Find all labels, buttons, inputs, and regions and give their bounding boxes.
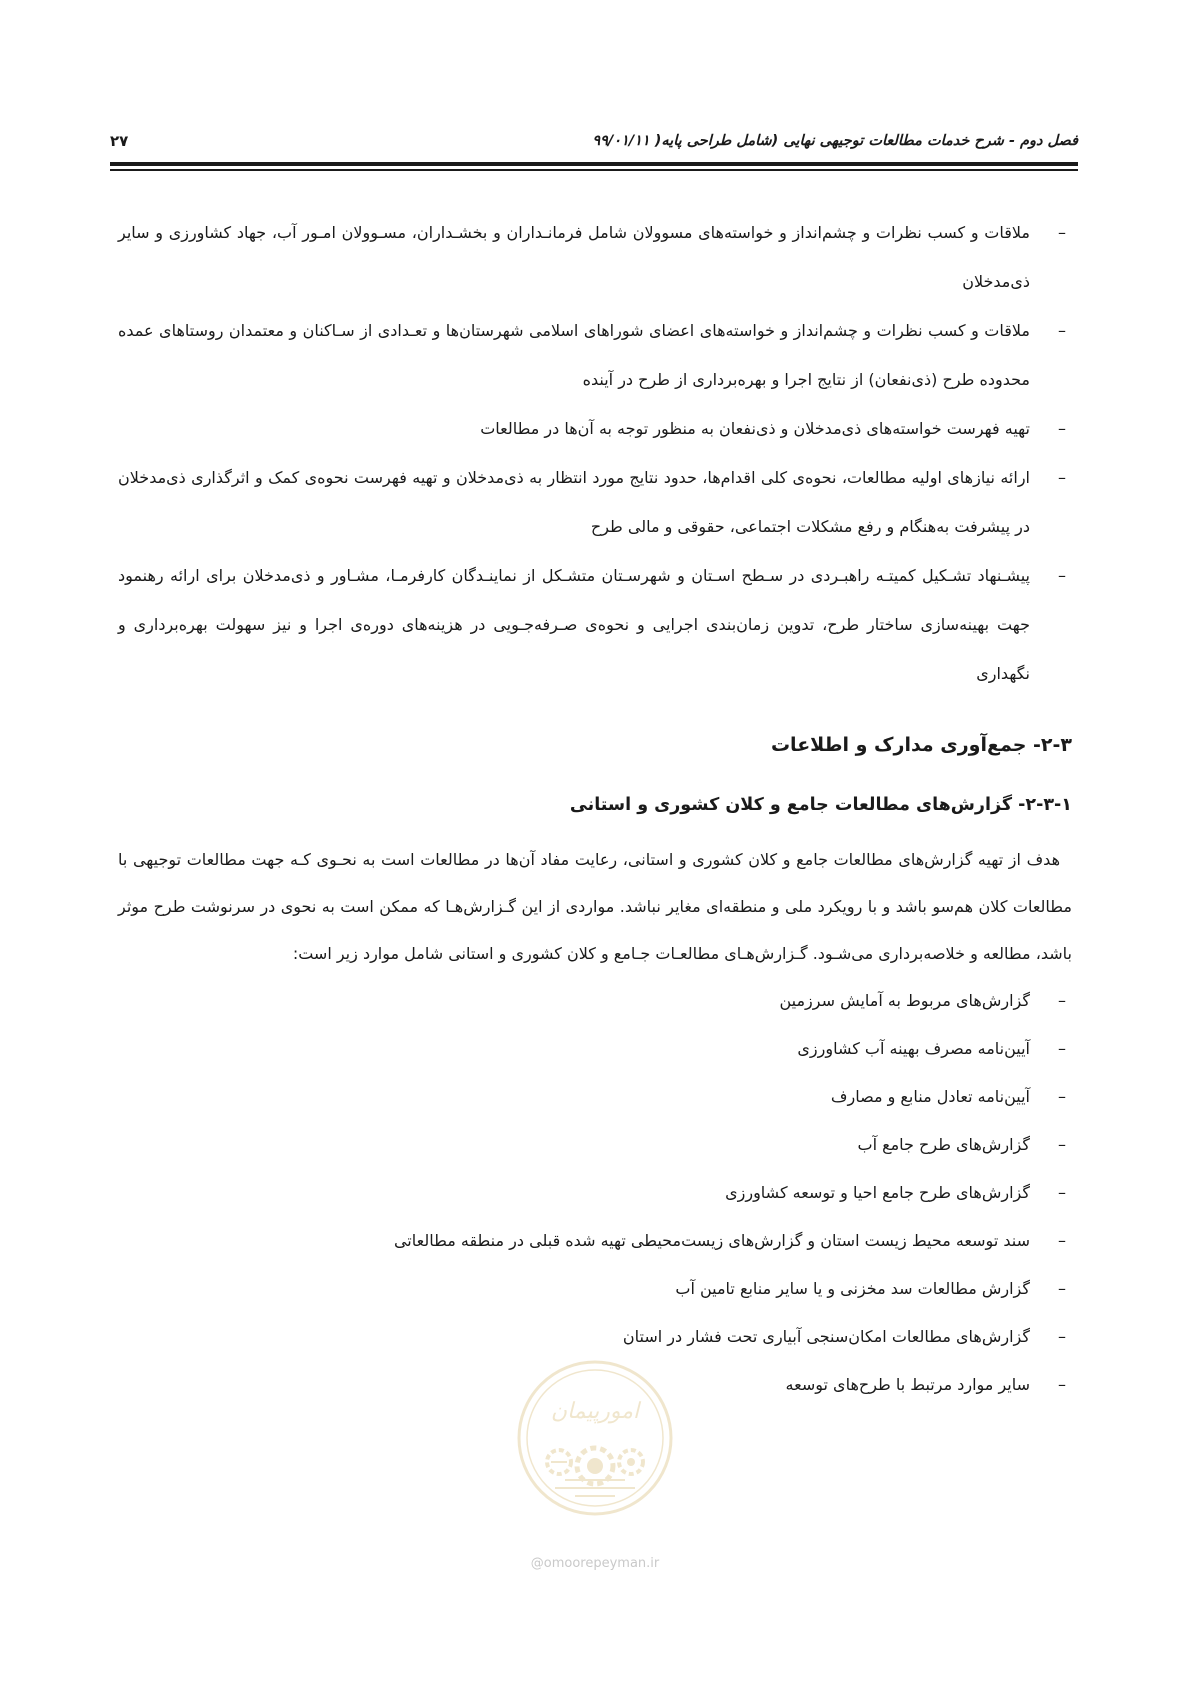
list-item-text: تهیه فهرست خواسته‌های ذی‌مدخلان و ذی‌نفعان به منظور توجه به آن‌ها در مطالعات bbox=[480, 419, 1030, 438]
watermark-outer-ring bbox=[519, 1362, 671, 1514]
list-item bbox=[118, 1313, 1072, 1361]
list-item-text: گزارش مطالعات سد مخزنی و یا سایر منابع تامین آب bbox=[675, 1279, 1030, 1298]
list-item-text: گزارش‌های طرح جامع آب bbox=[857, 1135, 1030, 1154]
bullet-dash: – bbox=[1058, 1375, 1066, 1394]
running-header bbox=[110, 128, 1078, 154]
page-number: ۲۷ bbox=[110, 132, 129, 150]
page-body bbox=[118, 208, 1072, 1409]
watermark-logo-text: امورپیمان bbox=[550, 1399, 640, 1424]
bullet-dash: – bbox=[1058, 1231, 1066, 1250]
bullet-dash: – bbox=[1058, 1327, 1066, 1346]
watermark-logo bbox=[515, 1358, 675, 1518]
bullet-dash: – bbox=[1058, 468, 1066, 487]
list-item bbox=[118, 453, 1072, 551]
list-item bbox=[118, 1073, 1072, 1121]
bullet-dash: – bbox=[1058, 566, 1066, 585]
watermark-inner-ring bbox=[527, 1370, 663, 1506]
list-item bbox=[118, 1025, 1072, 1073]
list-item bbox=[118, 306, 1072, 404]
watermark-grid bbox=[555, 1480, 635, 1496]
bullet-dash: – bbox=[1058, 223, 1066, 242]
body-paragraph: هدف از تهیه گزارش‌های مطالعات جامع و کلان کشوری و استانی، رعایت مفاد آن‌ها در مطالعات است به نحـوی کـه جهت مطالعات توجیهی با مطالعات کلان هم‌سو باشد و با رویکرد ملی و منطقه‌ای مغایر نباشد. مواردی از این گـزارش‌هـا که ممکن است به نحوی در سرنوشت طرح موثر باشد، مطالعه و خلاصه‌برداری می‌شـود. گـزارش‌هـای مطالعـات جـامع و کلان کشوری و استانی شامل موارد زیر است: bbox=[118, 850, 1072, 963]
bullet-dash: – bbox=[1058, 419, 1066, 438]
list-item bbox=[118, 208, 1072, 306]
list-item-text: آیین‌نامه مصرف بهینه آب کشاورزی bbox=[797, 1039, 1030, 1058]
section-heading: ۲-۳- جمع‌آوری مدارک و اطلاعات bbox=[770, 734, 1072, 756]
header-rule-thin bbox=[110, 169, 1078, 171]
bullet-dash: – bbox=[1058, 321, 1066, 340]
scales-icon bbox=[547, 1450, 571, 1474]
list-item bbox=[118, 551, 1072, 698]
list-item bbox=[118, 1217, 1072, 1265]
subsection-heading: ۲-۳-۱- گزارش‌های مطالعات جامع و کلان کشوری و استانی bbox=[569, 795, 1072, 815]
list-item bbox=[118, 977, 1072, 1025]
stakeholder-task-list bbox=[118, 208, 1072, 698]
report-list bbox=[118, 977, 1072, 1409]
bullet-dash: – bbox=[1058, 991, 1066, 1010]
list-item-text: پیشـنهاد تشـکیل کمیتـه راهبـردی در سـطح اسـتان و شهرسـتان متشـکل از نماینـدگان کارفرمـا، مشـاور و ذی‌مدخلان برای ارائه رهنمود جهت بهینه‌سازی ساختار طرح، تدوین زمان‌بندی اجرایی و نحوه‌ی صـرفه‌جـویی در هزینه‌های دوره‌ی اجرا و نیز سهولت بهره‌برداری و نگهداری bbox=[118, 566, 1030, 683]
list-item-text: ملاقات و کسب نظرات و چشم‌انداز و خواسته‌های مسوولان شامل فرمانـداران و بخشـداران، مسـوولان امـور آب، جهاد کشاورزی و سایر ذی‌مدخلان bbox=[118, 223, 1030, 291]
header-title: فصل دوم - شرح خدمات مطالعات توجیهی نهایی (شامل طراحی پایه( ۹۹/۰۱/۱۱ bbox=[592, 133, 1078, 149]
list-item-text: ارائه نیازهای اولیه مطالعات، نحوه‌ی کلی اقدام‌ها، حدود نتایج مورد انتظار به ذی‌مدخلان و تهیه فهرست نحوه‌ی کمک و اثرگذاری ذی‌مدخلان در پیشرفت به‌هنگام و رفع مشکلات اجتماعی، حقوقی و مالی طرح bbox=[118, 468, 1030, 536]
list-item-text: گزارش‌های مربوط به آمایش سرزمین bbox=[779, 991, 1030, 1010]
bullet-dash: – bbox=[1058, 1087, 1066, 1106]
list-item bbox=[118, 1265, 1072, 1313]
watermark-site: @omoorepeyman.ir bbox=[530, 1556, 660, 1571]
gear-icon bbox=[577, 1448, 613, 1484]
bullet-dash: – bbox=[1058, 1039, 1066, 1058]
list-item bbox=[118, 1121, 1072, 1169]
list-item-text: ملاقات و کسب نظرات و چشم‌انداز و خواسته‌های اعضای شوراهای اسلامی شهرستان‌ها و تعـدادی از سـاکنان و معتمدان روستاهای عمده محدوده طرح (ذی‌نفعان) از نتایج اجرا و بهره‌برداری از طرح در آینده bbox=[118, 321, 1030, 389]
list-item-text: آیین‌نامه تعادل منابع و مصارف bbox=[830, 1087, 1030, 1106]
header-rule-thick bbox=[110, 162, 1078, 166]
bullet-dash: – bbox=[1058, 1279, 1066, 1298]
list-item-text: سند توسعه محیط زیست استان و گزارش‌های زیست‌محیطی تهیه شده قبلی در منطقه مطالعاتی bbox=[393, 1231, 1030, 1250]
list-item-text: گزارش‌های مطالعات امکان‌سنجی آبیاری تحت فشار در استان bbox=[622, 1327, 1030, 1346]
bullet-dash: – bbox=[1058, 1183, 1066, 1202]
list-item bbox=[118, 404, 1072, 453]
coins-icon bbox=[619, 1450, 643, 1474]
list-item-text: گزارش‌های طرح جامع احیا و توسعه کشاورزی bbox=[725, 1183, 1030, 1202]
bullet-dash: – bbox=[1058, 1135, 1066, 1154]
list-item bbox=[118, 1169, 1072, 1217]
list-item-text: سایر موارد مرتبط با طرح‌های توسعه bbox=[785, 1375, 1030, 1394]
